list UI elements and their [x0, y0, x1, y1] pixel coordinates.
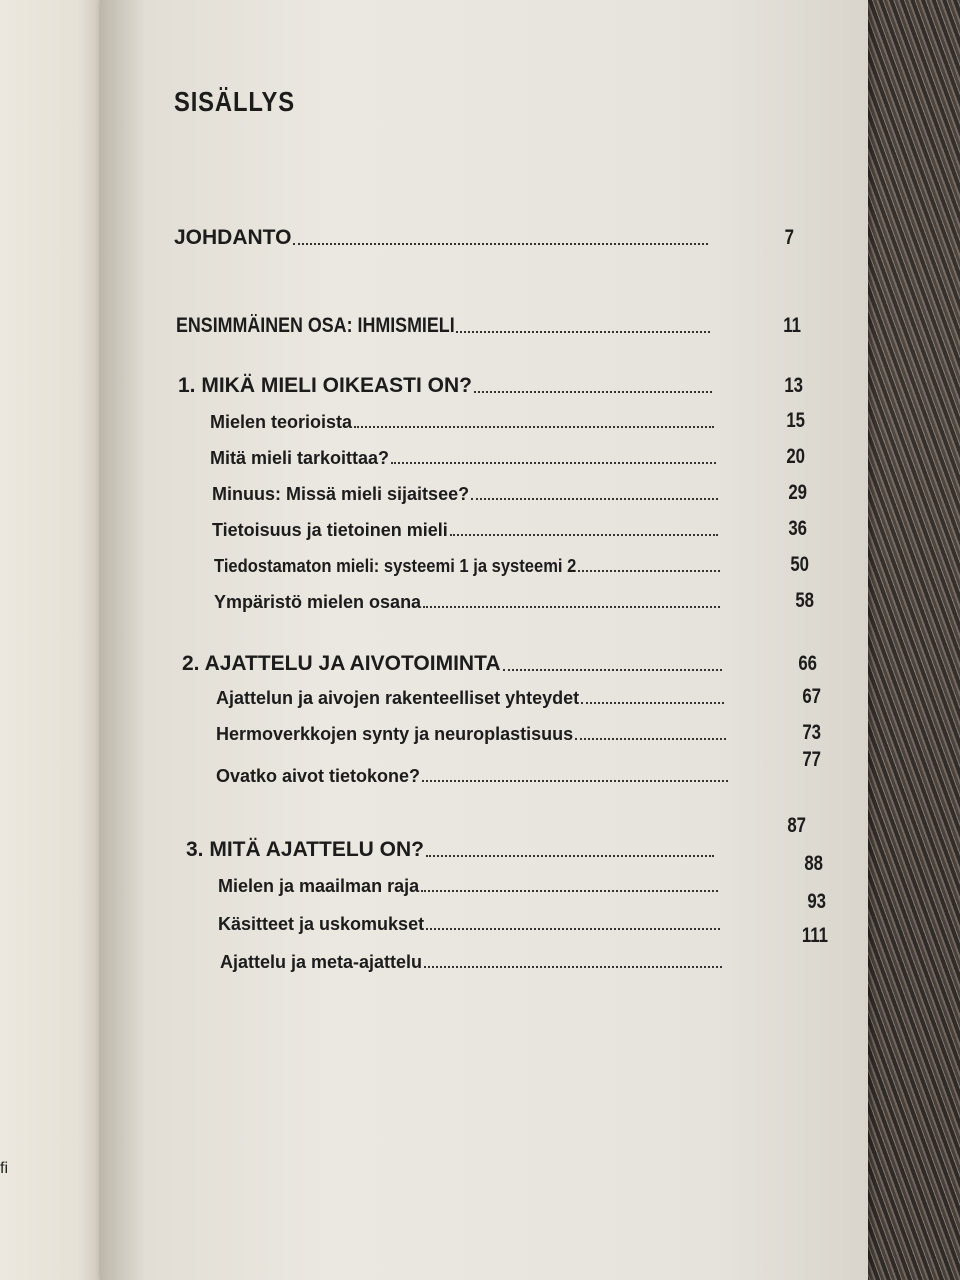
- entry-label: Tietoisuus ja tietoinen mieli: [212, 520, 448, 540]
- toc-entry: [220, 924, 828, 973]
- entry-page: 11: [783, 314, 801, 337]
- leader-dots: [456, 331, 710, 333]
- toc-entry: [218, 852, 823, 897]
- leader-dots: [578, 570, 720, 572]
- entry-page: 93: [807, 890, 826, 913]
- entry-page: 111: [801, 924, 828, 947]
- leader-dots: [471, 498, 718, 500]
- entry-page: 88: [804, 852, 823, 875]
- entry-page: 87: [787, 814, 806, 837]
- entry-page: 7: [784, 226, 794, 249]
- toc-entry: [216, 748, 821, 787]
- left-page-footer: fi: [0, 1160, 8, 1177]
- toc-entry: [216, 721, 821, 745]
- entry-label: Ajattelun ja aivojen rakenteelliset yhteydet: [216, 688, 580, 708]
- leader-dots: [474, 391, 712, 393]
- entry-label: Mielen ja maailman raja: [218, 876, 420, 896]
- fur-background: [860, 0, 960, 1280]
- entry-page: 15: [786, 409, 805, 432]
- leader-dots: [575, 738, 726, 740]
- entry-page: 73: [802, 721, 821, 744]
- leader-dots: [426, 928, 720, 930]
- entry-label: 2. AJATTELU JA AIVOTOIMINTA: [182, 652, 501, 675]
- entry-label: Mitä mieli tarkoittaa?: [210, 448, 390, 468]
- toc-entry: [174, 226, 794, 250]
- entry-page: 58: [795, 589, 814, 612]
- entry-label: Mielen teorioista: [210, 412, 353, 432]
- toc-entry: [214, 553, 809, 577]
- leader-dots: [422, 780, 728, 782]
- entry-label: Hermoverkkojen synty ja neuroplastisuus: [216, 724, 574, 744]
- leader-dots: [426, 855, 714, 857]
- entry-label: Tiedostamaton mieli: systeemi 1 ja systeemi 2: [214, 556, 577, 576]
- entry-page: 13: [784, 374, 803, 397]
- leader-dots: [293, 243, 708, 245]
- toc-title: SISÄLLYS: [174, 86, 295, 117]
- leader-dots: [424, 966, 722, 968]
- toc-entry: [212, 517, 807, 541]
- entry-label: Ympäristö mielen osana: [214, 592, 422, 612]
- leader-dots: [581, 702, 724, 704]
- entry-label: 3. MITÄ AJATTELU ON?: [186, 838, 424, 861]
- toc-entry: [176, 314, 801, 338]
- entry-label: Ovatko aivot tietokone?: [216, 766, 421, 786]
- entry-page: 29: [788, 481, 807, 504]
- entry-label: ENSIMMÄINEN OSA: IHMISMIELI: [176, 314, 455, 337]
- toc-entry: [182, 652, 817, 676]
- entry-label: Ajattelu ja meta-ajattelu: [220, 952, 423, 972]
- toc-entry: [214, 589, 814, 613]
- entry-page: 77: [802, 748, 821, 771]
- entry-page: 50: [790, 553, 809, 576]
- entry-label: Minuus: Missä mieli sijaitsee?: [212, 484, 470, 504]
- entry-page: 66: [798, 652, 817, 675]
- leader-dots: [354, 426, 714, 428]
- leader-dots: [450, 534, 718, 536]
- leader-dots: [391, 462, 716, 464]
- toc-entry: [210, 409, 805, 433]
- toc-entry: [186, 814, 806, 862]
- entry-page: 20: [786, 445, 805, 468]
- book-page: [100, 0, 868, 1280]
- entry-label: Käsitteet ja uskomukset: [218, 914, 425, 934]
- leader-dots: [423, 606, 720, 608]
- toc-entry: [178, 374, 803, 398]
- left-page: [0, 0, 110, 1280]
- toc-entry: [216, 685, 821, 709]
- toc-entry: [210, 445, 805, 469]
- entry-page: 36: [788, 517, 807, 540]
- entry-page: 67: [802, 685, 821, 708]
- entry-label: JOHDANTO: [174, 226, 292, 249]
- leader-dots: [503, 669, 722, 671]
- entry-label: 1. MIKÄ MIELI OIKEASTI ON?: [178, 374, 473, 397]
- leader-dots: [421, 890, 718, 892]
- toc-entry: [218, 890, 826, 935]
- toc-entry: [212, 481, 807, 505]
